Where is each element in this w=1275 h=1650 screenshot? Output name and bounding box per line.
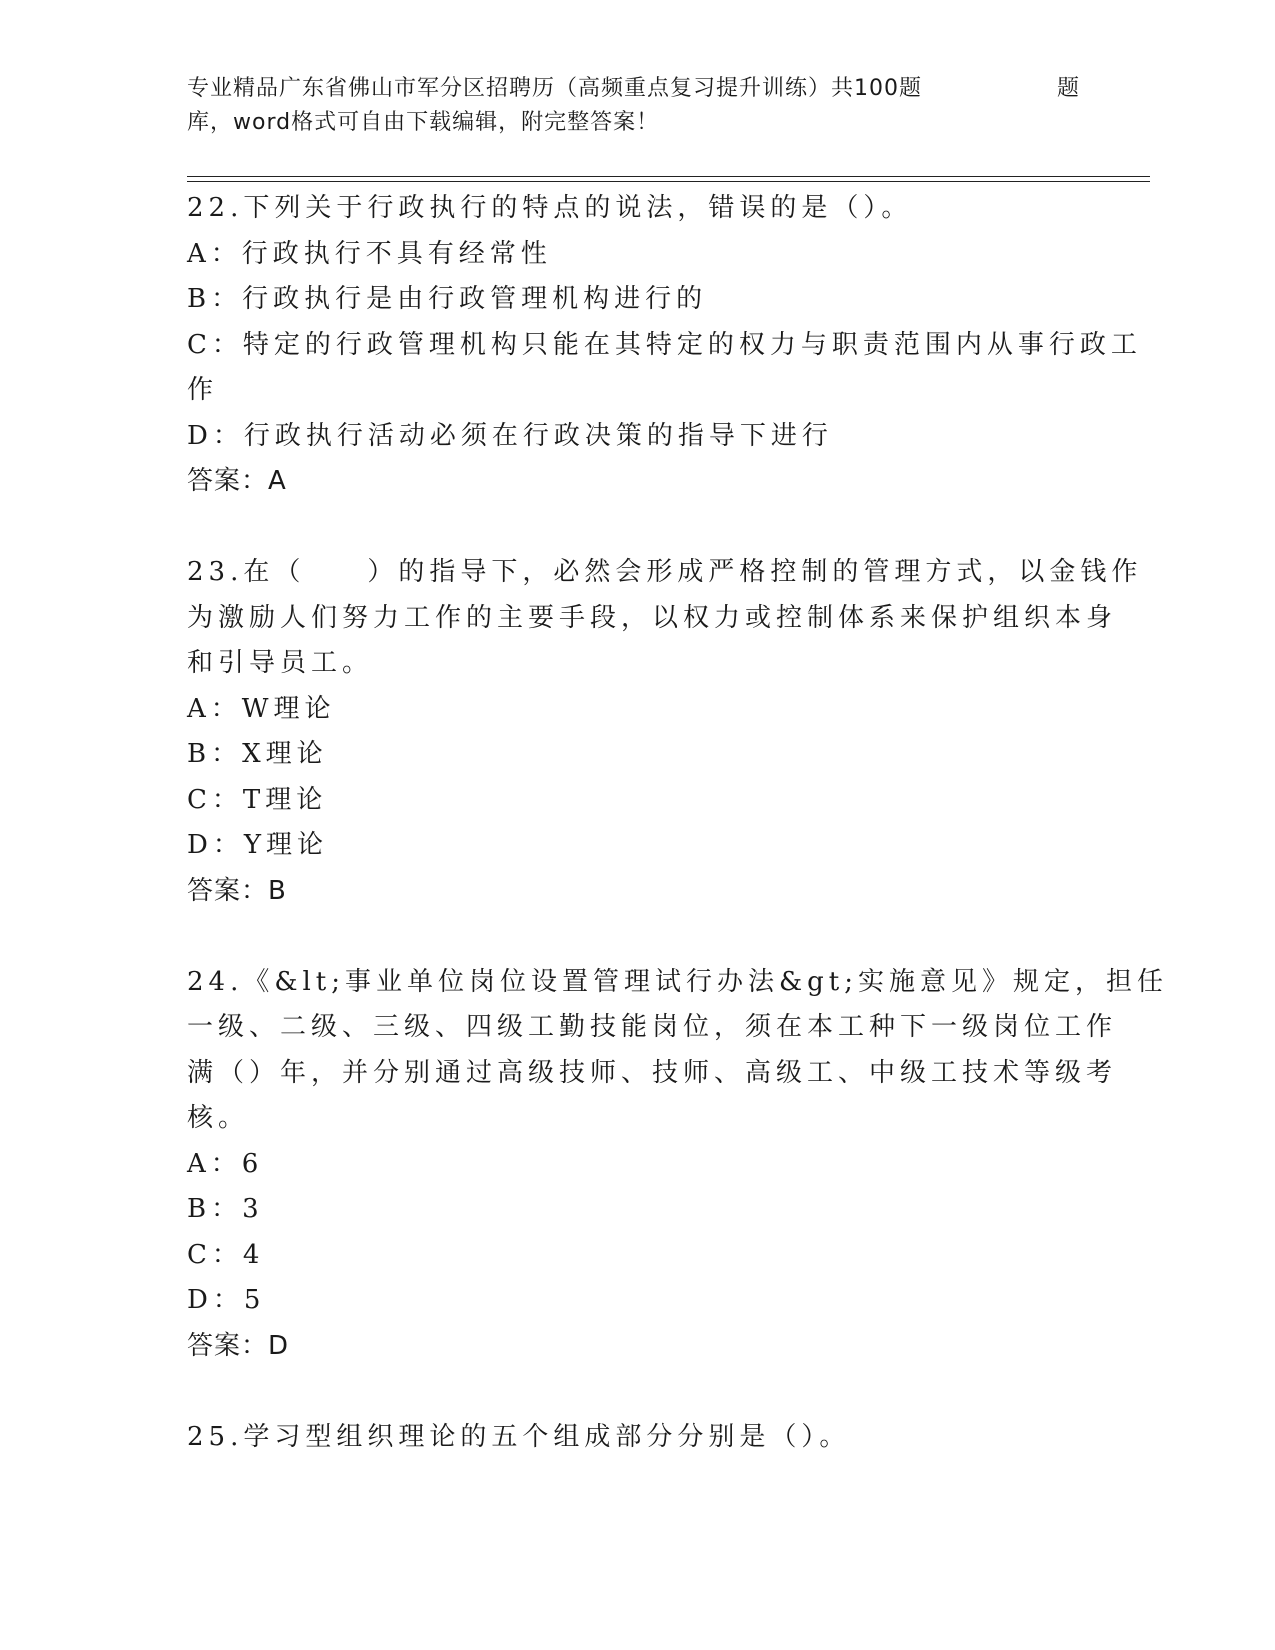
question-stem: 22.下列关于行政执行的特点的说法，错误的是（）。	[187, 193, 913, 223]
question-stem: 为激励人们努力工作的主要手段，以权力或控制体系来保护组织本身	[187, 602, 1118, 633]
option-d: D：行政执行活动必须在行政决策的指导下进行	[187, 420, 833, 451]
spacer	[187, 505, 1087, 551]
answer: 答案：B	[187, 875, 287, 906]
header-divider-top	[187, 176, 1150, 177]
option-b: B：行政执行是由行政管理机构进行的	[187, 284, 708, 314]
option-a: A：W理论	[187, 693, 336, 724]
question-stem: 和引导员工。	[187, 648, 374, 678]
question-stem: 24.《&lt;事业单位岗位设置管理试行办法&gt;实施意见》规定，担任	[187, 966, 1169, 997]
question-22	[187, 186, 1142, 505]
header-divider-bottom	[187, 181, 1150, 182]
option-b: B：3	[187, 1194, 264, 1224]
option-c: C：T理论	[187, 784, 328, 815]
option-c: C：4	[187, 1239, 265, 1270]
option-c: C：特定的行政管理机构只能在其特定的权力与职责范围内从事行政工 作	[187, 329, 1142, 405]
header-line-1	[187, 72, 1087, 106]
question-stem: 23.在（ ）的指导下，必然会形成严格控制的管理方式，以金钱作	[187, 557, 1143, 587]
answer: 答案：A	[187, 466, 287, 496]
spacer	[187, 914, 1087, 960]
header-line-2: 库，word格式可自由下载编辑，附完整答案！	[187, 110, 660, 135]
question-stem: 满（）年，并分别通过高级技师、技师、高级工、中级工技术等级考	[187, 1057, 1118, 1088]
answer: 答案：D	[187, 1330, 290, 1361]
option-a: A：行政执行不具有经常性	[187, 238, 552, 269]
question-24	[187, 960, 1169, 1370]
document-header	[187, 72, 1087, 140]
question-23	[187, 550, 1143, 914]
question-stem: 25.学习型组织理论的五个组成部分分别是（）。	[187, 1421, 851, 1452]
question-stem: 一级、二级、三级、四级工勤技能岗位，须在本工种下一级岗位工作	[187, 1012, 1118, 1042]
header-title-tail: 题	[1057, 76, 1081, 101]
option-b: B：X理论	[187, 739, 328, 769]
option-a: A：6	[187, 1148, 264, 1179]
question-list	[187, 186, 1169, 1460]
header-title: 专业精品广东省佛山市军分区招聘历（高频重点复习提升训练）共100题	[187, 76, 922, 101]
option-d: D：Y理论	[187, 830, 329, 860]
question-25	[187, 1415, 1087, 1461]
spacer	[187, 1369, 1087, 1415]
option-d: D：5	[187, 1285, 266, 1315]
question-stem: 核。	[187, 1103, 250, 1133]
